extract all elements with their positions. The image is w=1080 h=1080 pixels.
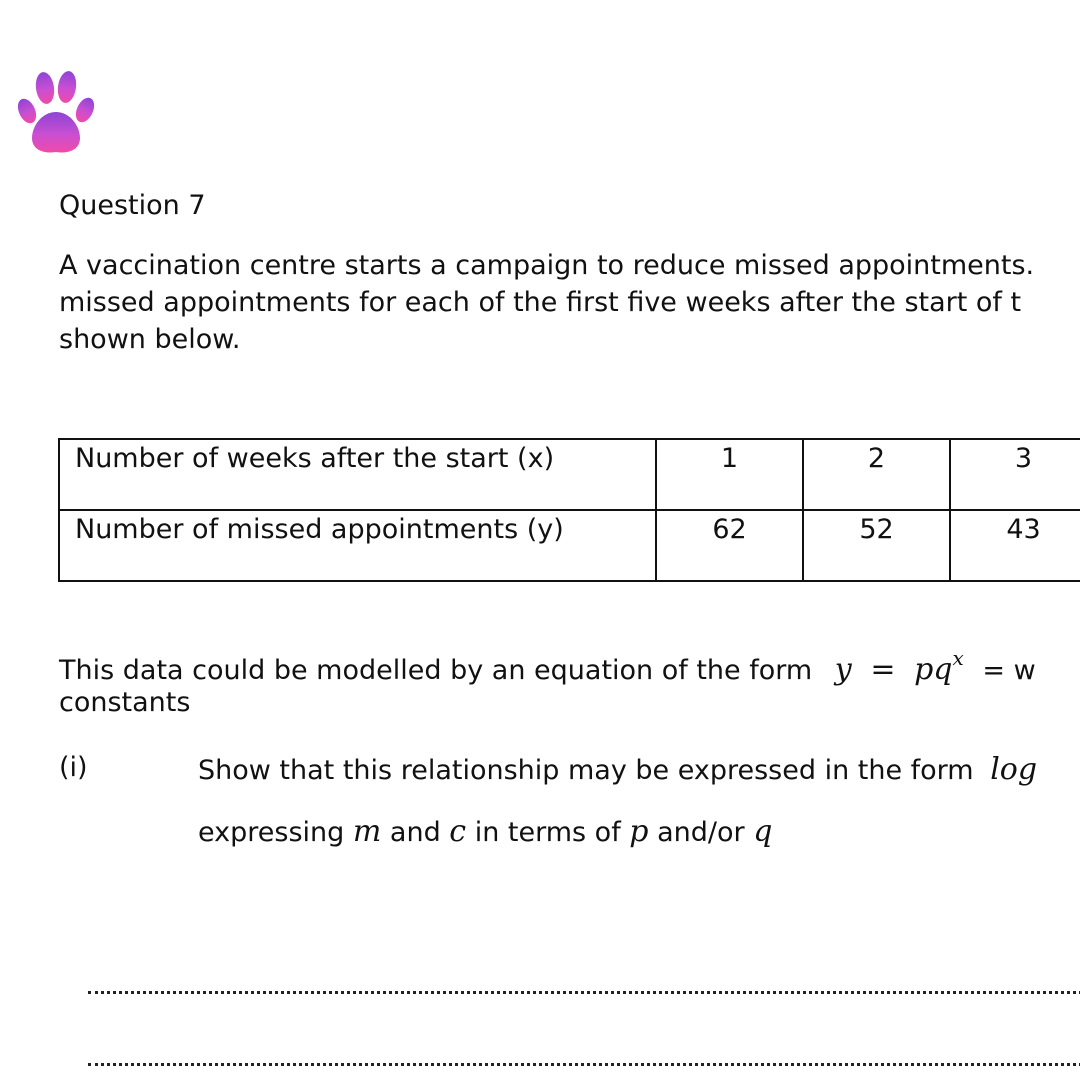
table-cell: 2: [803, 439, 950, 510]
table-cell: 52: [803, 510, 950, 581]
table-cell: 3: [950, 439, 1080, 510]
table-cell: 43: [950, 510, 1080, 581]
equation-exponent: x: [952, 646, 964, 670]
model-trailing-text: = w: [982, 655, 1036, 686]
model-lead-text: This data could be modelled by an equation of the form: [59, 655, 813, 686]
instruction-text: and/or: [657, 817, 745, 848]
instruction-text: in terms of: [474, 817, 621, 848]
intro-line-3: shown below.: [59, 324, 241, 355]
data-table: [58, 438, 1080, 582]
paw-print-icon: [14, 66, 98, 158]
variable-c: c: [449, 814, 467, 849]
instruction-text: and: [389, 817, 441, 848]
table-row-weeks: [59, 439, 1080, 510]
part-i-label: (i): [59, 752, 88, 783]
variable-p: p: [629, 814, 649, 849]
variable-q: q: [753, 814, 773, 849]
question-title: Question 7: [59, 190, 206, 221]
instruction-text: expressing: [198, 817, 345, 848]
equation-y: y: [834, 652, 852, 687]
model-statement: [59, 646, 1036, 687]
row-header-weeks: Number of weeks after the start (x): [59, 439, 656, 510]
part-i-prompt-text: Show that this relationship may be expressed in the form: [198, 755, 974, 786]
model-statement-line-2: constants: [59, 687, 191, 718]
part-i-instruction: [198, 814, 772, 849]
variable-m: m: [352, 814, 382, 849]
part-i-log-expression: log: [990, 752, 1038, 787]
equation-equals: =: [870, 652, 896, 687]
table-row-missed: [59, 510, 1080, 581]
answer-line[interactable]: [88, 991, 1080, 994]
table-cell: 1: [656, 439, 803, 510]
answer-line[interactable]: [88, 1063, 1080, 1066]
part-i-prompt: [198, 752, 1037, 787]
row-header-missed: Number of missed appointments (y): [59, 510, 656, 581]
intro-line-1: A vaccination centre starts a campaign to reduce missed appointments.: [59, 250, 1035, 281]
table-cell: 62: [656, 510, 803, 581]
intro-line-2: missed appointments for each of the first five weeks after the start of t: [59, 287, 1022, 318]
equation-pq: pq: [914, 652, 953, 687]
